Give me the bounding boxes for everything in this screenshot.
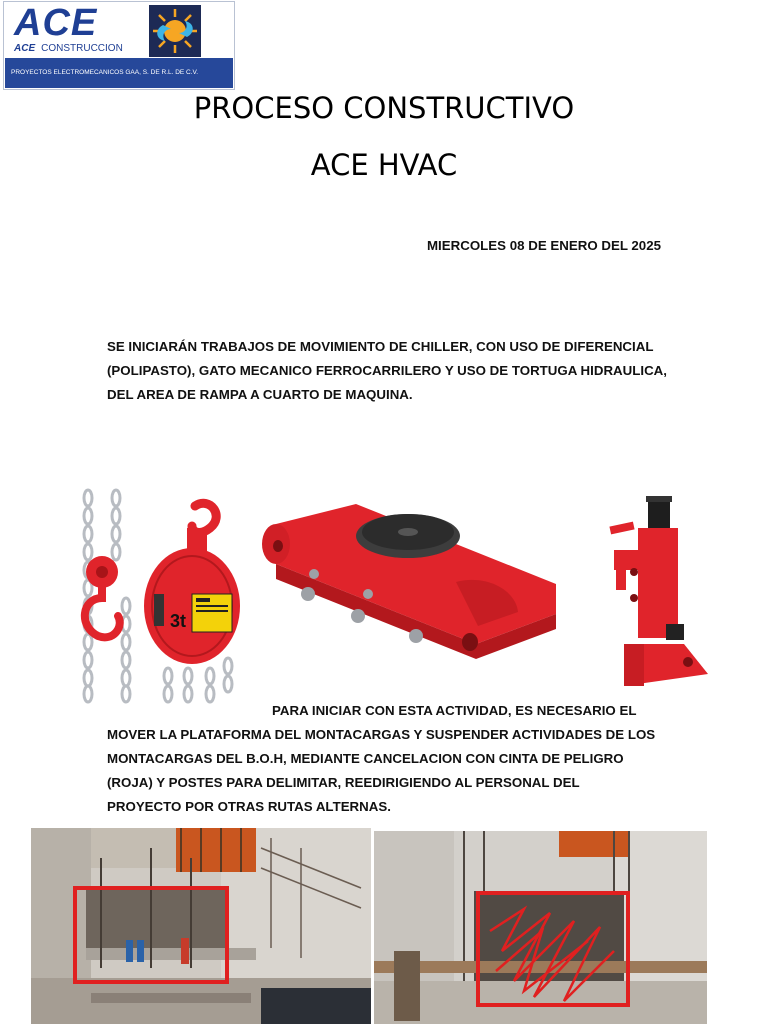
logo-subtitle: ACE CONSTRUCCION bbox=[14, 43, 123, 54]
logo-brand: ACE bbox=[14, 2, 98, 44]
document-title: PROCESO CONSTRUCTIVO bbox=[193, 91, 575, 125]
mechanical-rail-jack-image bbox=[604, 494, 712, 688]
company-logo bbox=[3, 1, 235, 90]
logo-company-band: PROYECTOS ELECTROMECANICOS GAA, S. DE R.L. DE C.V. bbox=[5, 58, 233, 88]
activity-paragraph: PARA INICIAR CON ESTA ACTIVIDAD, ES NECESARIO EL MOVER LA PLATAFORMA DEL MONTACARGAS Y SUSPENDER ACTIVIDADES DE LOS MONTACARGAS DEL B.O.H, MEDIANTE CANCELACION CON CINTA DE PELIGRO (ROJA) Y POSTES PARA DELIMITAR, REEDIRIGIENDO AL PERSONAL DEL PROYECTO POR OTRAS RUTAS ALTERNAS. bbox=[107, 703, 656, 814]
chain-hoist-image bbox=[60, 486, 280, 704]
intro-paragraph: SE INICIARÁN TRABAJOS DE MOVIMIENTO DE CHILLER, CON USO DE DIFERENCIAL (POLIPASTO), GATO MECANICO FERROCARRILERO Y USO DE TORTUGA HIDRAULICA, DEL AREA DE RAMPA A CUARTO DE MAQUINA. bbox=[107, 339, 667, 402]
hydraulic-turtle-roller-image bbox=[256, 494, 574, 664]
document-subtitle: ACE HVAC bbox=[310, 148, 458, 182]
hoist-capacity-label: 3t bbox=[170, 611, 187, 631]
site-photo-blocked-elevator bbox=[374, 831, 707, 1024]
sun-emblem-icon bbox=[149, 5, 201, 57]
document-date: MIERCOLES 08 DE ENERO DEL 2025 bbox=[426, 238, 661, 253]
site-photo-freight-elevator bbox=[31, 828, 371, 1024]
